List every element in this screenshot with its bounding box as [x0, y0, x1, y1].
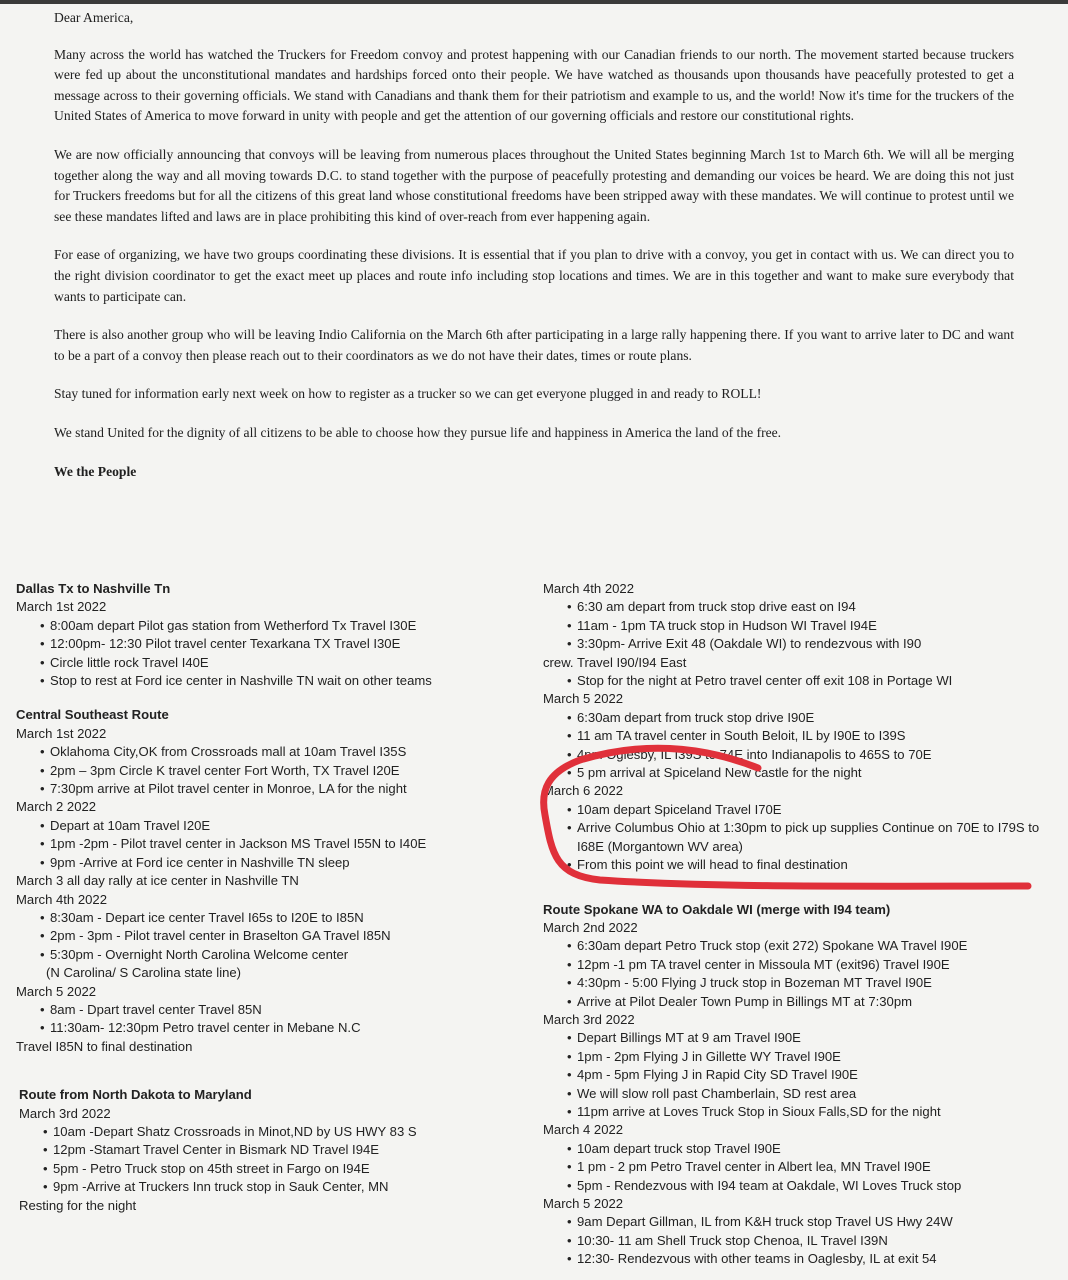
right-route-column [543, 580, 1058, 1269]
route-stop: • 5 pm arrival at Spiceland New castle for the night [543, 764, 1058, 782]
route-date: March 1st 2022 [16, 725, 107, 741]
route-date: March 2nd 2022 [543, 919, 638, 935]
letter-paragraph: Stay tuned for information early next week on how to register as a trucker so we can get everyone plugged in and ready to ROLL! [54, 386, 762, 402]
route-stop: • 10am -Depart Shatz Crossroads in Minot,ND by US HWY 83 S [19, 1123, 536, 1141]
route-date: March 6 2022 [543, 783, 624, 799]
route-stop: • 10:30- 11 am Shell Truck stop Chenoa, IL Travel I39N [543, 1232, 1058, 1250]
route-date: March 5 2022 [543, 691, 624, 707]
route-stop-continued: Travel I85N to final destination [16, 1038, 193, 1054]
route-stop-continued: Resting for the night [19, 1197, 137, 1213]
route-stop: • 6:30am depart from truck stop drive I90E [543, 709, 1058, 727]
route-stop: • We will slow roll past Chamberlain, SD rest area [543, 1085, 1058, 1103]
left-route-column [16, 580, 536, 1215]
route-stop: • 11 am TA travel center in South Beloit, IL by I90E to I39S [543, 727, 1058, 745]
route-north-dakota-maryland [16, 1086, 536, 1215]
route-dallas-nashville [16, 580, 536, 690]
route-stop: • 4pm - 5pm Flying J in Rapid City SD Travel I90E [543, 1066, 1058, 1084]
top-border [0, 0, 1068, 4]
route-title: Dallas Tx to Nashville Tn [16, 581, 171, 596]
letter-paragraph: There is also another group who will be leaving Indio California on the March 6th after participating in a large rally happening there. If you want to arrive later to DC and want to be a part of a convoy then please reach out to their coordinators as we do not have their dates, times or route plans. [54, 327, 1014, 363]
route-stop: • 1 pm - 2 pm Petro Travel center in Albert lea, MN Travel I90E [543, 1158, 1058, 1176]
letter [54, 8, 1014, 500]
route-title: Route Spokane WA to Oakdale WI (merge with I94 team) [543, 901, 891, 917]
route-stop: • 10am depart Spiceland Travel I70E [543, 801, 1058, 819]
route-title: Route from North Dakota to Maryland [19, 1087, 252, 1103]
route-date: March 1st 2022 [16, 599, 107, 615]
letter-signoff: We the People [54, 463, 137, 479]
letter-paragraph: Many across the world has watched the Truckers for Freedom convoy and protest happening with our Canadian friends to our north. The movement started because truckers were fed up about the unconstitutional mandates and hardships forced onto their people. We have watched as thousands upon thousands have peacefully protested to get a message across to their governing officials. We stand with Canadians and thank them for their patriotism and example to us, and the world! Now it's time for the truckers of the United States of America to move forward in unity with people and get the attention of our governing officials and restore our constitutional rights. [54, 46, 1014, 124]
route-stop: • 8am - Dpart travel center Travel 85N [16, 1001, 536, 1019]
letter-paragraph: For ease of organizing, we have two groups coordinating these divisions. It is essential that if you plan to drive with a convoy, you get in contact with us. We can direct you to the right division coordinator to get the exact meet up places and route info including stop locations and times. We are in this together and want to make sure everybody that wants to participate can. [54, 247, 1014, 304]
route-title: Central Southeast Route [16, 707, 169, 723]
route-stop: • Depart Billings MT at 9 am Travel I90E [543, 1029, 1058, 1047]
route-stop: • Stop for the night at Petro travel center off exit 108 in Portage WI [543, 672, 1058, 690]
route-stop: • 12pm -1 pm TA travel center in Missoula MT (exit96) Travel I90E [543, 956, 1058, 974]
route-date: March 3 all day rally at ice center in Nashville TN [16, 873, 299, 889]
route-stop: • 1pm -2pm - Pilot travel center in Jackson MS Travel I55N to I40E [16, 835, 536, 853]
route-stop: • Circle little rock Travel I40E [16, 654, 536, 672]
route-stop: • From this point we will head to final destination [543, 856, 1058, 874]
route-stop: • 5pm - Rendezvous with I94 team at Oakdale, WI Loves Truck stop [543, 1177, 1058, 1195]
route-stop: • 6:30 am depart from truck stop drive east on I94 [543, 598, 1058, 616]
route-stop-continued: crew. Travel I90/I94 East [543, 654, 687, 670]
route-stop: • 5pm - Petro Truck stop on 45th street in Fargo on I94E [19, 1160, 536, 1178]
route-stop: • 11pm arrive at Loves Truck Stop in Sioux Falls,SD for the night [543, 1103, 1058, 1121]
route-stop: • 6:30am depart Petro Truck stop (exit 272) Spokane WA Travel I90E [543, 937, 1058, 955]
route-stop: • 4pm Oglesby, IL I39S to 74E into Indianapolis to 465S to 70E [543, 746, 1058, 764]
route-stop: • 12:30- Rendezvous with other teams in Oaglesby, IL at exit 54 [543, 1250, 1058, 1268]
letter-paragraph: We stand United for the dignity of all citizens to be able to choose how they pursue life and happiness in America the land of the free. [54, 424, 782, 440]
route-stop: • Oklahoma City,OK from Crossroads mall at 10am Travel I35S [16, 743, 536, 761]
route-stop: • 10am depart truck stop Travel I90E [543, 1140, 1058, 1158]
letter-greeting: Dear America, [54, 10, 134, 25]
route-date: March 4 2022 [543, 1122, 624, 1138]
route-stop: • 5:30pm - Overnight North Carolina Welcome center [16, 946, 536, 964]
route-stop: • 3:30pm- Arrive Exit 48 (Oakdale WI) to rendezvous with I90 [543, 635, 1058, 653]
route-stop: • 8:00am depart Pilot gas station from Wetherford Tx Travel I30E [16, 617, 536, 635]
route-stop: • 12pm -Stamart Travel Center in Bismark ND Travel I94E [19, 1141, 536, 1159]
route-date: March 3rd 2022 [543, 1011, 635, 1027]
route-spokane-oakdale [543, 883, 1058, 1269]
route-i94-continued [543, 580, 1058, 875]
route-date: March 3rd 2022 [19, 1105, 111, 1121]
route-date: March 4th 2022 [16, 891, 107, 907]
route-stop: • 9pm -Arrive at Truckers Inn truck stop in Sauk Center, MN [19, 1178, 536, 1196]
route-stop: • 9pm -Arrive at Ford ice center in Nashville TN sleep [16, 854, 536, 872]
letter-paragraph: We are now officially announcing that convoys will be leaving from numerous places throughout the United States beginning March 1st to March 6th. We will all be merging together along the way and all moving towards D.C. to stand together with the purpose of peacefully protesting and demanding our voices be heard. We are doing this not just for Truckers freedoms but for all the citizens of this great land whose constitutional freedoms have been stripped away with these mandates. We will continue to protest until we see these mandates lifted and laws are in place prohibiting this kind of over-reach from ever happening again. [54, 146, 1014, 224]
route-date: March 2 2022 [16, 799, 97, 815]
route-stop: • Stop to rest at Ford ice center in Nashville TN wait on other teams [16, 672, 536, 690]
route-date: March 4th 2022 [543, 581, 634, 596]
route-stop: • 2pm - 3pm - Pilot travel center in Braselton GA Travel I85N [16, 927, 536, 945]
route-stop: • 8:30am - Depart ice center Travel I65s to I20E to I85N [16, 909, 536, 927]
route-stop: • 1pm - 2pm Flying J in Gillette WY Travel I90E [543, 1048, 1058, 1066]
route-central-southeast [16, 706, 536, 1056]
route-stop: • 11:30am- 12:30pm Petro travel center in Mebane N.C [16, 1019, 536, 1037]
route-stop: • Arrive Columbus Ohio at 1:30pm to pick up supplies Continue on 70E to I79S to I68E (Morgantown WV area) [543, 819, 1058, 856]
route-stop: • 7:30pm arrive at Pilot travel center in Monroe, LA for the night [16, 780, 536, 798]
route-stop: • 11am - 1pm TA truck stop in Hudson WI Travel I94E [543, 617, 1058, 635]
route-stop: • 9am Depart Gillman, IL from K&H truck stop Travel US Hwy 24W [543, 1213, 1058, 1231]
route-stop-continued: (N Carolina/ S Carolina state line) [46, 965, 242, 981]
route-date: March 5 2022 [543, 1196, 624, 1211]
route-stop: • Arrive at Pilot Dealer Town Pump in Billings MT at 7:30pm [543, 993, 1058, 1011]
route-stop: • 2pm – 3pm Circle K travel center Fort Worth, TX Travel I20E [16, 762, 536, 780]
route-stop: • 4:30pm - 5:00 Flying J truck stop in Bozeman MT Travel I90E [543, 974, 1058, 992]
route-stop: • 12:00pm- 12:30 Pilot travel center Texarkana TX Travel I30E [16, 635, 536, 653]
route-stop: • Depart at 10am Travel I20E [16, 817, 536, 835]
route-date: March 5 2022 [16, 983, 97, 999]
